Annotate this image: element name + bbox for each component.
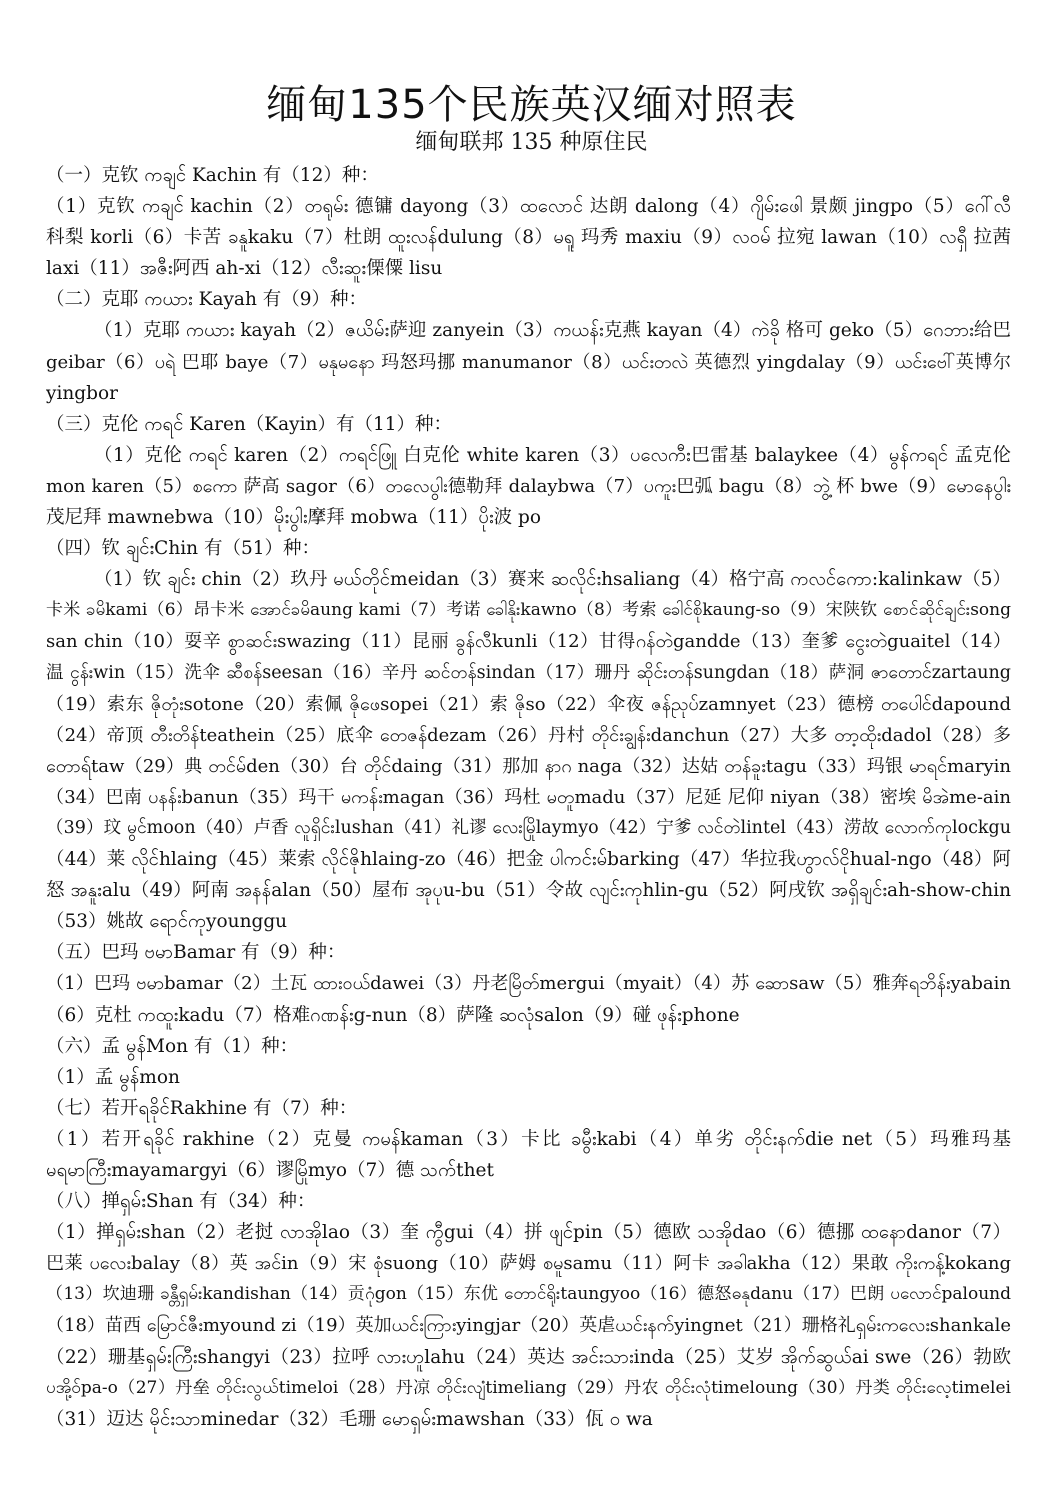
section-heading-kachin: （一）克钦 ကချင် Kachin 有（12）种：	[46, 165, 379, 186]
text-line: 怒 အနူးalu（49）阿南 အနန်alan（50）屋布 အုပုu-bu（51）令故 လျင်းကုhlin-gu（52）阿戌钦 အရှိချင်းah-show-chin	[46, 880, 1011, 902]
text-line: （1）克伦 ကရင် karen（2）ကရင်ဖြူ 白克伦 white karen（3）ပလေကီး巴雷基 balaykee（4）မွန်ကရင် 孟克伦	[94, 444, 1011, 466]
text-line: （34）巴南 ပနန်းbanun（35）玛干 မကန်းmagan（36）玛杜 မတူmadu（37）尼延 尼仰 niyan（38）密埃 မိအဲme-ain	[46, 786, 1011, 808]
text-line: （1）孟 မွန်mon	[46, 1066, 180, 1088]
text-line: （44）莱 လိုင်hlaing（45）莱索 လိုင်ဇိုhlaing-zo（46）把金 ပါကင်းမ်barking（47）华拉我ဟွာလ်ငိုhual-ngo（48）阿	[46, 849, 1011, 871]
text-line: （22）珊基ရှမ်းကြီးshangyi（23）拉呼 လားဟူlahu（24）英达 အင်းသားinda（25）艾岁 အိုက်ဆွယ်ai swe（26）勃欧	[46, 1346, 1011, 1368]
text-line: 科梨 korli（6）卡苦 ခနူkaku（7）杜朗 ထူးလန်dulung（8）မရူ 玛秀 maxiu（9）လဝမ် 拉宛 lawan（10）လရှီ 拉茜	[46, 227, 1011, 249]
text-line: （1）掸ရှမ်းshan（2）老挝 လာအိုlao（3）奎 ကွီgui（4）拼 ဖျင်pin（5）德欧 သအိုdao（6）德挪 ထနောdanor（7）	[46, 1222, 1011, 1244]
text-line: （13）坎迪珊 ခန္တီရှမ်းkandishan（14）贡ဂုံgon（15）东优 တောင်ရိုးtaungyoo（16）德怒ဓနုdanu（17）巴朗 ပလောင်palound	[46, 1284, 1011, 1305]
text-line: （39）玟 မွင်moon（40）卢香 လူရှိင်းlushan（41）礼谬 လေးမြိုlaymyo（42）宁爹 လင်တဲlintel（43）涝故 လောက်ကုlockgu	[46, 817, 1011, 838]
section-heading-shan: （八）掸ရှမ်းShan 有（34）种：	[46, 1191, 316, 1213]
text-line: （18）苗西 မြောင်ဇီးmyound zi（19）英加ယင်းကြားyingjar（20）英虐ယင်းနက်yingnet（21）珊格礼ရှမ်းကလေးshankale	[46, 1315, 1011, 1337]
text-line: （1）巴玛 ဗမာbamar（2）土瓦 ထားဝယ်dawei（3）丹老မြိတ်mergui（myait）（4）苏 ဆောsaw（5）雅奔ရဘိန်းyabain	[46, 973, 1011, 995]
text-line: geibar（6）ပရဲ 巴耶 baye（7）မနုမနော 玛怒玛挪 manumanor（8）ယင်းတလဲ 英德烈 yingdalay（9）ယင်းဗေါ်英博尔	[46, 351, 1011, 373]
section-heading-kayah: （二）克耶 ကယား Kayah 有（9）种：	[46, 289, 368, 311]
text-line: 巴莱 ပလေးbalay（8）英 အင်in（9）宋 စုံsuong（10）萨姆 စမူsamu（11）阿卡 အခါakha（12）果敢 ကိုးကန့်kokang	[46, 1253, 1011, 1275]
text-line: （53）姚故 ရောင်ကုyounggu	[46, 911, 288, 933]
text-line: （31）迈达 မိုင်းသာminedar（32）毛珊 မောရှမ်းmawshan（33）佤 ဝ wa	[46, 1408, 653, 1430]
text-line: yingbor	[46, 382, 118, 404]
text-line: （6）克杜 ကထူးkadu（7）格难ဂဏန်းg-nun（8）萨隆 ဆလုံsalon（9）碰 ဖုန်းphone	[46, 1004, 740, 1026]
section-heading-chin: （四）钦 ချင်းChin 有（51）种：	[46, 538, 320, 560]
text-line: （1）钦 ချင်း chin（2）玖丹 မယ်တိုင်meidan（3）赛来 ဆလိုင်းhsaliang（4）格宁高 ကလင်ကော:kalinkaw（5）	[94, 569, 1011, 591]
text-line: laxi（11）အဇီး阿西 ah-xi（12）လီးဆူး傈僳 lisu	[46, 258, 443, 280]
text-line: （1）若开ရခိုင် rakhine（2）克曼 ကမန်kaman（3）卡比 ခမွီးkabi（4）单劣 တိုင်းနက်die net（5）玛雅玛基	[46, 1128, 1011, 1150]
section-heading-mon: （六）孟 မွန်Mon 有（1）种：	[46, 1035, 299, 1057]
text-line: ပအို့ဝ်pa-o（27）丹垒 တိုင်းလွယ်timeloi（28）丹凉 တိုင်းလျံtimeliang（29）丹农 တိုင်းလုံtimeloung（30）丹类 တိုင်းလေ့timelei	[46, 1377, 1011, 1398]
text-line: mon karen（5）စကော 萨高 sagor（6）တလေပွါး德勒拜 dalaybwa（7）ပကူး巴弧 bagu（8）ဘွဲ့ 杯 bwe（9）မောနေပွါး	[46, 475, 1011, 497]
text-line: （1）克钦 ကချင် kachin（2）တရုမ်း 德镛 dayong（3）ထလောင် 达朗 dalong（4）ဂျိမ်းဖေါ 景颇 jingpo（5）ဂေါ်လီ	[46, 196, 1011, 218]
text-line: 茂尼拜 mawnebwa（10）မိုးပွါး摩拜 mobwa（11）ပိုး波 po	[46, 507, 542, 529]
section-heading-bamar: （五）巴玛 ဗမာBamar 有（9）种：	[46, 942, 346, 964]
text-line: （24）帝顶 တီးတိန်teathein（25）底伞 တေဇန်dezam（26）丹村 တိုင်းချွန်းdanchun（27）大多 တာ့ထိုးdadol（28）多	[46, 724, 1011, 746]
text-line: （1）克耶 ကယား kayah（2）ဇယိမ်း萨迎 zanyein（3）ကယန်း克燕 kayan（4）ကဲခို 格可 geko（5）ဂေဘား给巴	[94, 320, 1011, 342]
ethnic-group-list	[46, 160, 1011, 1435]
page-subtitle: 缅甸联邦 135 种原住民	[415, 130, 648, 155]
text-line: တောရ်taw（29）典 တင်မ်den（30）台 တိုင်daing（31）那加 နာဂ naga（32）达姑 တန်ခူးtagu（33）玛银 မာရင်maryin	[46, 755, 1011, 777]
text-line: （19）索东 ဇိုတုံးsotone（20）索佩 ဇိုဖေsopei（21）索 ဇိုso（22）伞夜 ဇန်ညုပ်zamnyet（23）德榜 တပေါင်dapound	[46, 693, 1011, 715]
text-line: 卡米 ခမိkami（6）昂卡米 အောင်ခမိaung kami（7）考诺 ခေါနိုးkawno（8）考索 ခေါင်စိုkaung-so（9）宋陕钦 စောင်ဆိုင်ချင်းsong	[46, 600, 1011, 621]
text-line: san chin（10）耍辛 စွာဆင်းswazing（11）昆丽 ခွန်လီkunli（12）甘得ဂန်တဲgandde（13）奎爹 ငွေးတဲguaitel（14）	[46, 631, 1011, 653]
section-heading-karen: （三）克伦 ကရင် Karen（Kayin）有（11）种：	[46, 413, 452, 435]
text-line: 温 ငွန်းwin（15）洗伞 ဆီစန်seesan（16）辛丹 ဆင်တန်sindan（17）珊丹 ဆိုင်းတန်sungdan（18）萨洞 ဇာတောင်zartaung	[46, 662, 1011, 683]
page-title: 缅甸135个民族英汉缅对照表	[266, 81, 797, 128]
text-line: မရမာကြီးmayamargyi（6）谬မြိုmyo（7）德 သက်thet	[46, 1160, 494, 1181]
section-heading-rakhine: （七）若开ရခိုင်Rakhine 有（7）种：	[46, 1097, 358, 1119]
